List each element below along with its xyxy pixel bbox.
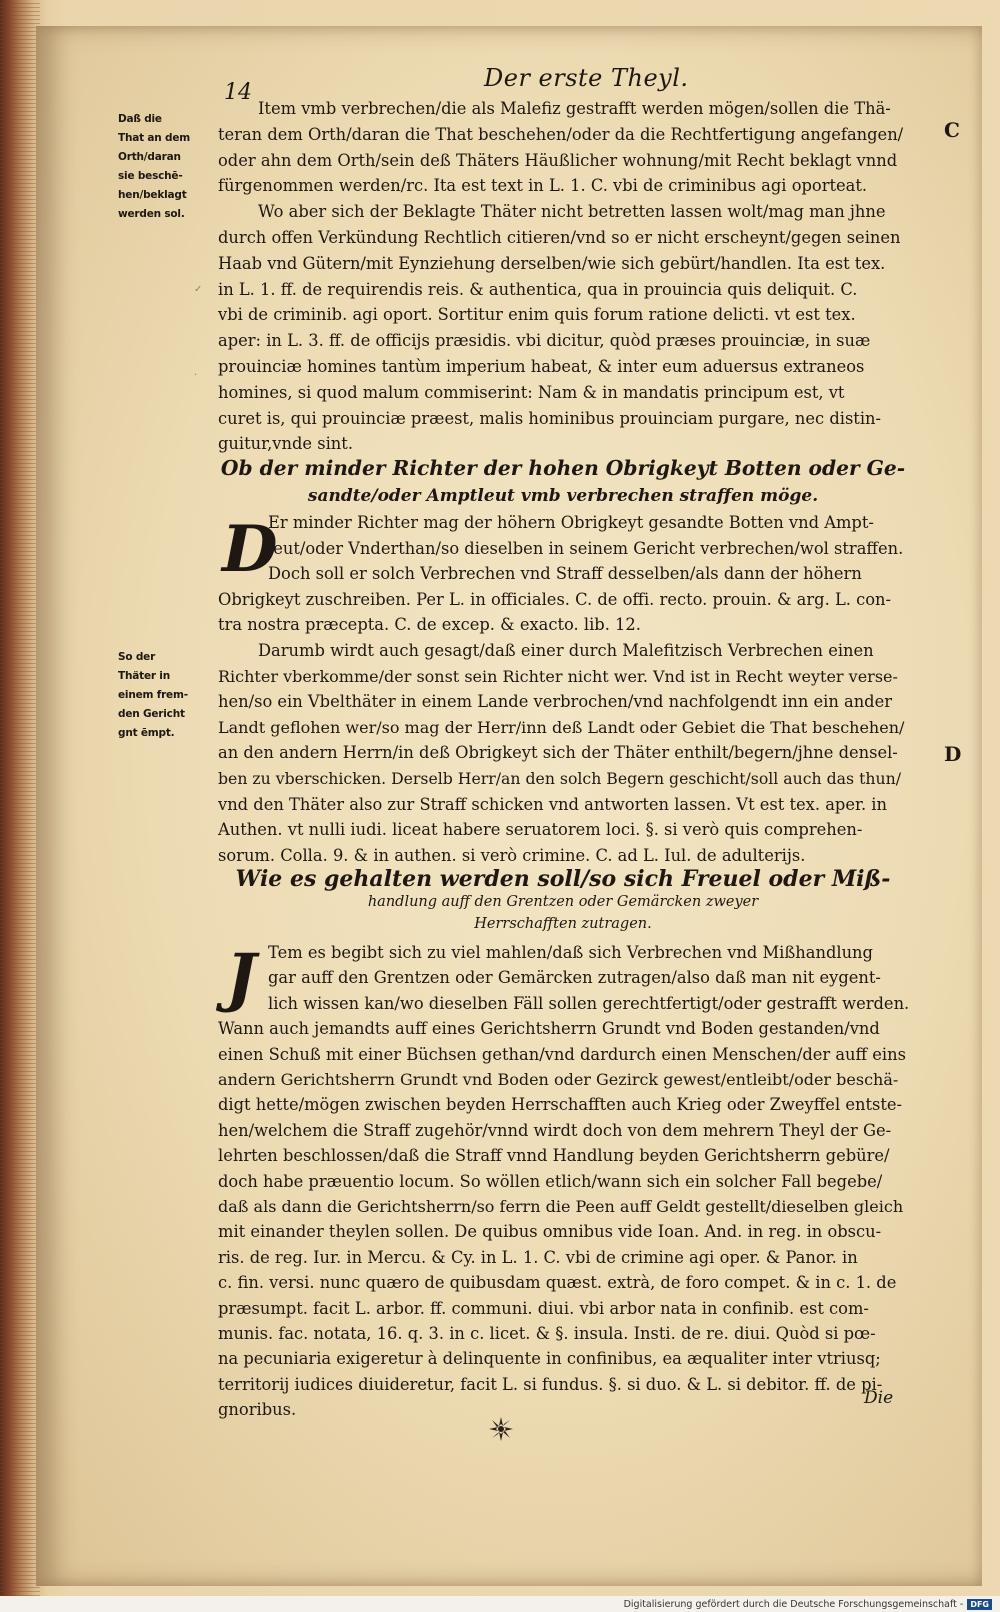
margin-note-1 <box>118 110 190 224</box>
text-line: ben zu vberschicken. Derselb Herr/an den solch Begern geschicht/soll auch das thun/ <box>218 769 901 788</box>
heading-2-line-2: sandte/oder Amptleut vmb verbrechen straffen möge. <box>307 486 819 506</box>
margin-note-line: den Gericht <box>118 708 185 720</box>
text-line: tra nostra præcepta. C. de excep. & exacto. lib. 12. <box>218 615 641 635</box>
text-line: territorij iudices diuideretur, facit L. si fundus. §. si duo. & L. si debitor. ff. de pi- <box>218 1374 883 1394</box>
text-line: vnd den Thäter also zur Straff schicken vnd antworten lassen. Vt est tex. aper. in <box>218 794 888 814</box>
digitization-credit <box>624 1597 992 1611</box>
catchword: Die <box>864 1388 894 1408</box>
credit-text: Digitalisierung gefördert durch die Deutsche Forschungsgemeinschaft - <box>623 1598 964 1610</box>
heading-3-line-3: Herrschafften zutragen. <box>474 916 652 932</box>
text-line: lehrten beschlossen/daß die Straff vnnd Handlung beyden Gerichtsherrn gebüre/ <box>218 1146 890 1166</box>
text-line: in L. 1. ff. de requirendis reis. & authentica, qua in prouincia quis deliquit. C. <box>218 279 858 299</box>
text-line: fürgenommen werden/rc. Ita est text in L. 1. C. vbi de criminibus agi oporteat. <box>218 176 868 196</box>
text-line: hen/welchem die Straff zugehör/vnnd wirdt doch von dem mehrern Theyl der Ge- <box>218 1120 892 1140</box>
text-line: munis. fac. notata, 16. q. 3. in c. licet. & §. insula. Insti. de re. diui. Quòd si pœ- <box>218 1324 876 1343</box>
text-line: Wann auch jemandts auff eines Gerichtsherrn Grundt vnd Boden gestanden/vnd <box>218 1019 880 1039</box>
text-line: Doch soll er solch Verbrechen vnd Straff desselben/als dann der höhern <box>268 564 862 584</box>
ornament-icon <box>486 1414 516 1444</box>
text-line: Landt geflohen wer/so mag der Herr/inn deß Landt oder Gebiet die That beschehen/ <box>218 717 905 737</box>
text-line: teran dem Orth/daran die That beschehen/oder da die Rechtfertigung angefangen/ <box>218 124 904 144</box>
text-line: Obrigkeyt zuschreiben. Per L. in officiales. C. de offi. recto. prouin. & arg. L. con- <box>218 589 892 609</box>
margin-note-line: Orth/daran <box>118 151 181 163</box>
margin-note-line: hen/beklagt <box>118 189 187 201</box>
text-line: na pecuniaria exigeretur à delinquente in confinibus, ea æqualiter inter vtriusq; <box>218 1349 881 1369</box>
text-line: ris. de reg. Iur. in Mercu. & Cy. in L. 1. C. vbi de crimine agi oper. & Panor. in <box>218 1247 858 1267</box>
drop-cap-d: D <box>222 512 278 587</box>
text-line: doch habe præuentio locum. So wöllen etlich/wann sich ein solcher Fall begebe/ <box>218 1171 883 1191</box>
text-line: Darumb wirdt auch gesagt/daß einer durch Malefitzisch Verbrechen einen <box>258 641 874 660</box>
margin-note-line: sie beschē- <box>118 170 183 182</box>
text-line: andern Gerichtsherrn Grundt vnd Boden oder Gezirck gewest/entleibt/oder beschä- <box>218 1070 899 1089</box>
page-number: 14 <box>224 80 252 105</box>
margin-note-line: So der <box>118 651 156 663</box>
pencil-mark: ✓ <box>194 284 203 295</box>
text-line: curet is, qui prouinciæ præest, malis hominibus prouinciam purgare, nec distin- <box>218 408 882 428</box>
heading-2-line-1: Ob der minder Richter der hohen Obrigkeyt Botten oder Ge- <box>220 456 906 480</box>
text-line: mit einander theylen sollen. De quibus omnibus vide Ioan. And. in reg. in obscu- <box>218 1222 882 1242</box>
side-mark-d: D <box>944 742 962 766</box>
heading-3-line-1: Wie es gehalten werden soll/so sich Freuel oder Miß- <box>235 866 891 892</box>
text-line: durch offen Verkündung Rechtlich citieren/vnd so er nicht erscheynt/gegen seinen <box>218 228 901 247</box>
text-line: hen/so ein Vbelthäter in einem Lande verbrochen/vnd nachfolgendt inn ein ander <box>218 692 893 712</box>
text-line: guitur,vnde sint. <box>218 434 353 454</box>
running-header: Der erste Theyl. <box>484 64 689 92</box>
side-mark-c: C <box>944 118 960 142</box>
text-line: prouinciæ homines tantùm imperium habeat, & inter eum aduersus extraneos <box>218 357 865 376</box>
text-line: homines, si quod malum commiserint: Nam & in mandatis principum est, vt <box>218 382 845 402</box>
text-line: einen Schuß mit einer Büchsen gethan/vnd dardurch einen Menschen/der auff eins <box>218 1044 906 1064</box>
text-line: oder ahn dem Orth/sein deß Thäters Häußlicher wohnung/mit Recht beklagt vnnd <box>218 150 898 170</box>
text-line: an den andern Herrn/in deß Obrigkeyt sich der Thäter enthilt/begern/jhne densel- <box>218 743 898 763</box>
text-line: aper: in L. 3. ff. de officijs præsidis. vbi dicitur, quòd præses prouinciæ, in suæ <box>218 331 871 351</box>
text-line: Richter vberkomme/der sonst sein Richter nicht wer. Vnd ist in Recht weyter verse- <box>218 666 898 686</box>
heading-3-line-2: handlung auff den Grentzen oder Gemärcken zweyer <box>367 894 759 910</box>
text-line: gar auff den Grentzen oder Gemärcken zutragen/also daß man nit eygent- <box>268 968 881 988</box>
drop-cap-i: J <box>226 940 257 1015</box>
margin-note-line: werden sol. <box>118 208 185 220</box>
text-line: sorum. Colla. 9. & in authen. si verò crimine. C. ad L. Iul. de adulterijs. <box>218 845 806 865</box>
text-line: præsumpt. facit L. arbor. ff. communi. diui. vbi arbor nata in confinib. est com- <box>218 1298 869 1318</box>
margin-note-2 <box>118 648 188 743</box>
text-line: Er minder Richter mag der höhern Obrigkeyt gesandte Botten vnd Ampt- <box>268 513 874 532</box>
dfg-logo: DFG <box>967 1599 992 1610</box>
text-line: Haab vnd Gütern/mit Eynziehung derselben/wie sich gebürt/handlen. Ita est tex. <box>218 253 886 273</box>
margin-note-line: gnt ēmpt. <box>118 727 175 739</box>
pencil-mark: · <box>194 370 198 381</box>
text-line: lich wissen kan/wo dieselben Fäll sollen gerechtfertigt/oder gestrafft werden. <box>268 993 910 1013</box>
text-line: Wo aber sich der Beklagte Thäter nicht betretten lassen wolt/mag man jhne <box>258 202 886 222</box>
text-line: daß als dann die Gerichtsherrn/so ferrn die Peen auff Geldt gestellt/dieselben gleich <box>218 1197 904 1216</box>
margin-note-line: einem frem- <box>118 689 188 701</box>
margin-note-line: That an dem <box>118 132 190 144</box>
text-line: gnoribus. <box>218 1400 297 1420</box>
text-line: digt hette/mögen zwischen beyden Herrschafften auch Krieg oder Zweyffel entste- <box>218 1095 903 1115</box>
text-line: Authen. vt nulli iudi. liceat habere seruatorem loci. §. si verò quis comprehen- <box>218 820 863 840</box>
text-line: vbi de criminib. agi oport. Sortitur enim quis forum ratione delicti. vt est tex. <box>218 305 856 325</box>
text-line: Tem es begibt sich zu viel mahlen/daß sich Verbrechen vnd Mißhandlung <box>268 943 873 962</box>
text-line: Item vmb verbrechen/die als Malefiz gestrafft werden mögen/sollen die Thä- <box>258 99 891 118</box>
text-line: leut/oder Vnderthan/so dieselben in seinem Gericht verbrechen/wol straffen. <box>268 538 904 558</box>
text-line: c. fin. versi. nunc quæro de quibusdam quæst. extrà, de foro compet. & in c. 1. de <box>218 1273 897 1293</box>
margin-note-line: Daß die <box>118 113 162 125</box>
margin-note-line: Thäter in <box>118 670 170 682</box>
